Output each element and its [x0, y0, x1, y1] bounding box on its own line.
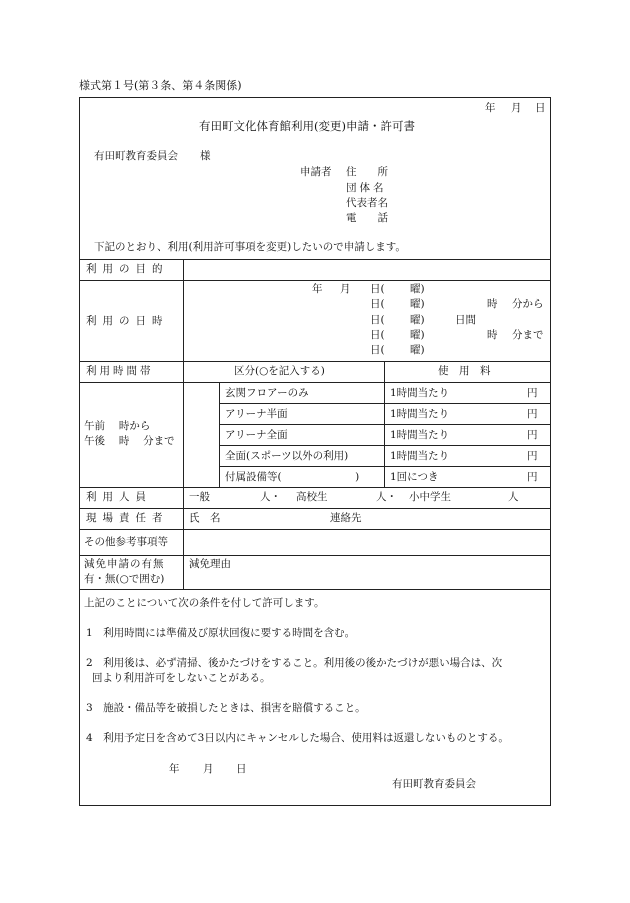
dates-weekday-5: 曜): [410, 344, 425, 356]
supervisor-field[interactable]: [184, 509, 550, 529]
date-day: 日: [535, 102, 546, 114]
approval-condition-2-cont: 回より利用許可をしないことがある。: [92, 672, 271, 684]
time-slot-row-fee: 1時間当たり: [390, 450, 450, 462]
reduction-label: 減免申請の有無: [84, 558, 165, 570]
approval-issuer: 有田町教育委員会: [392, 778, 476, 790]
time-slot-row[interactable]: [184, 425, 219, 445]
time-slot-row-name: 全面(スポーツ以外の利用): [225, 450, 349, 462]
time-slot-row-unit: 円: [527, 450, 538, 462]
approval-date-day: 日: [236, 763, 247, 775]
time-slot-row-fee: 1時間当たり: [390, 429, 450, 441]
time-slot-row-name: アリーナ半面: [225, 408, 288, 420]
intro-text: 下記のとおり、利用(利用許可事項を変更)したいので申請します。: [94, 241, 406, 253]
users-field[interactable]: [184, 488, 550, 508]
dates-weekday-1: 曜): [410, 283, 425, 295]
dates-day-1: 日(: [370, 283, 385, 295]
dates-day-3: 日(: [370, 314, 385, 326]
time-slot-row[interactable]: [184, 467, 219, 487]
approval-condition-1: 1 利用時間には準備及び原状回復に要する時間を含む。: [86, 627, 356, 639]
time-slot-row[interactable]: [184, 383, 219, 403]
time-slot-row-name: アリーナ全面: [225, 429, 288, 441]
time-slot-pm: 午後 時 分まで: [84, 435, 175, 447]
applicant-label: 申請者: [300, 166, 332, 178]
dates-to-min: 分まで: [512, 329, 544, 341]
other-field[interactable]: [184, 530, 550, 555]
reduction-options: 有・無(○で囲む): [84, 573, 165, 585]
other-label: その他参考事項等: [84, 536, 168, 548]
time-slot-row-unit: 円: [527, 387, 538, 399]
applicant-representative-label: 代表者名: [346, 197, 388, 209]
approval-condition-2: 2 利用後は、必ず清掃、後かたづけをすること。利用後の後かたづけが悪い場合は、次: [86, 657, 503, 669]
users-person-1: 人・: [260, 491, 281, 503]
approval-condition-3: 3 施設・備品等を破損したときは、損害を賠償すること。: [86, 702, 366, 714]
approval-date-month: 月: [203, 763, 214, 775]
time-slot-field[interactable]: [80, 383, 183, 487]
dates-day-4: 日(: [370, 329, 385, 341]
time-slot-label: 利用時間帯: [86, 365, 154, 377]
time-slot-row-name: 玄関フロアーのみ: [225, 387, 309, 399]
time-slot-row[interactable]: [184, 446, 219, 466]
applicant-phone-label: 電 話: [346, 212, 388, 224]
time-slot-row-unit: 円: [527, 471, 538, 483]
approval-intro: 上記のことについて次の条件を付して許可します。: [84, 597, 325, 609]
supervisor-contact: 連絡先: [330, 512, 362, 524]
reduction-reason: 減免理由: [189, 558, 231, 570]
approval-condition-4: 4 利用予定日を含めて3日以内にキャンセルした場合、使用料は返還しないものとする。: [86, 732, 509, 744]
dates-to-hour: 時: [487, 329, 498, 341]
dates-day-2: 日(: [370, 298, 385, 310]
time-slot-category-header: 区分(○を記入する): [234, 365, 325, 377]
time-slot-row-fee: 1時間当たり: [390, 387, 450, 399]
dates-from-hour: 時: [487, 298, 498, 310]
form-title: 有田町文化体育館利用(変更)申請・許可書: [199, 119, 415, 133]
purpose-label: 利用の目的: [86, 263, 169, 275]
purpose-field[interactable]: [184, 260, 550, 280]
time-slot-row[interactable]: [184, 404, 219, 424]
time-slot-row-name: 付属設備等( ): [225, 471, 360, 483]
users-high: 高校生: [296, 491, 328, 503]
dates-period: 日間: [455, 314, 476, 326]
addressee-suffix: 様: [200, 150, 211, 162]
dates-weekday-4: 曜): [410, 329, 425, 341]
supervisor-name: 氏 名: [189, 512, 221, 524]
users-person-2: 人・: [376, 491, 397, 503]
dates-year: 年: [312, 283, 323, 295]
dates-month: 月: [340, 283, 351, 295]
users-child: 小中学生: [409, 491, 451, 503]
time-slot-am: 午前 時から: [84, 420, 151, 432]
time-slot-row-fee: 1時間当たり: [390, 408, 450, 420]
applicant-address-label: 住 所: [346, 166, 388, 178]
users-person-3: 人: [508, 491, 519, 503]
date-year: 年: [485, 102, 496, 114]
approval-date-year: 年: [169, 763, 180, 775]
applicant-group-label: 団体名: [346, 182, 387, 194]
time-slot-fee-header: 使 用 料: [438, 365, 491, 377]
dates-day-5: 日(: [370, 344, 385, 356]
time-slot-row-unit: 円: [527, 429, 538, 441]
time-slot-row-unit: 円: [527, 408, 538, 420]
dates-weekday-2: 曜): [410, 298, 425, 310]
addressee-name: 有田町教育委員会: [94, 150, 178, 162]
dates-weekday-3: 曜): [410, 314, 425, 326]
dates-label: 利用の日時: [86, 315, 169, 327]
dates-from-min: 分から: [512, 298, 544, 310]
time-slot-row-fee: 1回につき: [390, 471, 439, 483]
supervisor-label: 現場責任者: [86, 512, 169, 524]
users-general: 一般: [189, 491, 210, 503]
form-number: 様式第１号(第３条、第４条関係): [79, 79, 242, 92]
dates-field[interactable]: [184, 281, 550, 361]
users-label: 利用人員: [86, 491, 152, 503]
date-month: 月: [511, 102, 522, 114]
reduction-reason-field[interactable]: [184, 556, 550, 589]
